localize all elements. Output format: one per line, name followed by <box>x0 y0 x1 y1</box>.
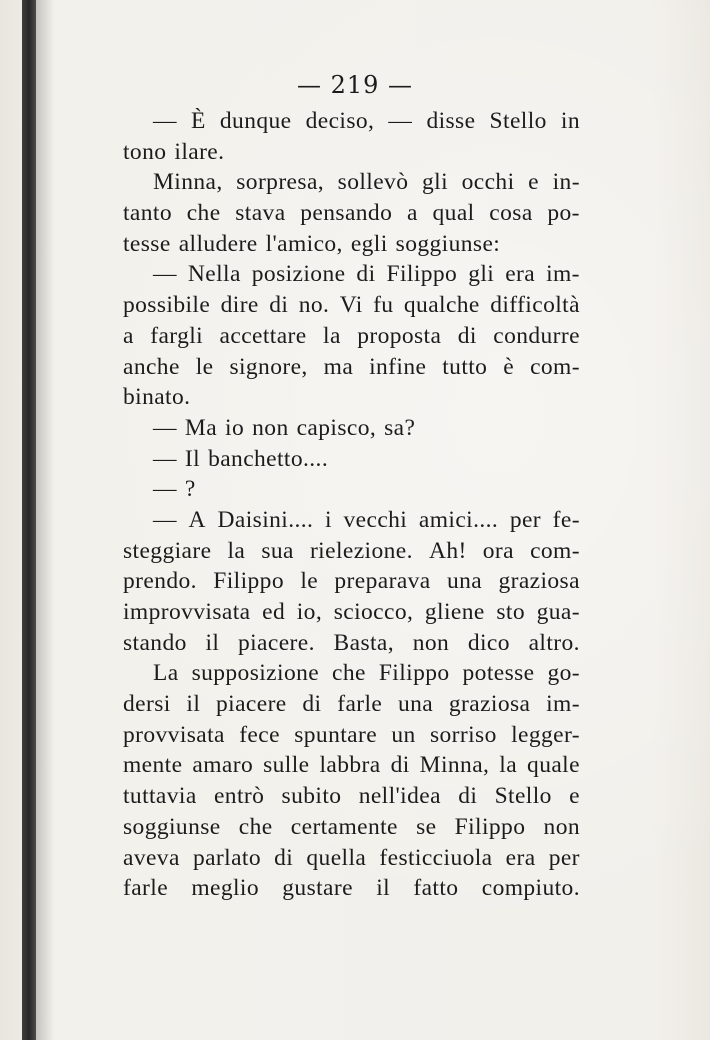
word: farle <box>123 875 169 902</box>
word: Ma <box>184 414 218 441</box>
word: meglio <box>191 875 259 902</box>
word: potesse <box>462 660 535 687</box>
word: io <box>225 414 245 441</box>
word: ed <box>262 599 286 625</box>
word: era <box>505 844 536 871</box>
word: è <box>503 353 515 380</box>
text-line <box>123 628 580 659</box>
word: in <box>560 108 580 134</box>
word: labbra <box>319 752 381 779</box>
word: capisco, <box>296 414 377 441</box>
word: pensando <box>300 200 393 227</box>
word: deciso, <box>305 108 375 134</box>
word: il <box>205 629 220 656</box>
word: anche <box>123 353 180 380</box>
word: sa? <box>384 414 416 441</box>
word: signore, <box>229 353 308 380</box>
word: com- <box>530 537 580 564</box>
word: io, <box>296 599 323 625</box>
word: Minna, <box>419 752 490 779</box>
text-line <box>123 444 580 475</box>
word: fargli <box>150 322 204 349</box>
word: gua- <box>536 599 580 625</box>
word: per <box>548 844 580 871</box>
text-line <box>123 566 580 597</box>
word: entrò <box>213 783 265 810</box>
word: e <box>569 783 580 810</box>
word: gustare <box>282 875 353 902</box>
word: quale <box>527 752 580 779</box>
word: legger- <box>511 721 580 748</box>
word: piacere. <box>237 629 315 656</box>
word: di <box>356 261 376 288</box>
word: tuttavia <box>123 783 197 810</box>
word: im- <box>546 261 580 288</box>
word: — <box>153 261 177 288</box>
text-line <box>123 167 580 198</box>
word: il <box>186 691 201 718</box>
word: la <box>323 322 341 349</box>
word: no. <box>298 292 330 319</box>
word: cosa <box>489 200 533 227</box>
word: — <box>153 506 177 533</box>
word: spuntare <box>294 721 378 748</box>
text-line <box>123 321 580 352</box>
word: sorriso <box>429 721 497 748</box>
word: in- <box>552 169 580 196</box>
word: La <box>153 660 179 687</box>
word: — <box>153 476 177 503</box>
word: stando <box>123 629 187 656</box>
word: subito <box>281 783 342 810</box>
word: È <box>191 108 206 134</box>
word: Minna, <box>153 169 223 196</box>
text-line <box>123 689 580 720</box>
word: gli <box>421 169 448 196</box>
text-line <box>123 536 580 567</box>
word: che <box>238 813 273 840</box>
word: una <box>398 691 434 718</box>
word: fatto <box>413 875 459 902</box>
word: i <box>324 506 332 533</box>
word: proposta <box>357 322 442 349</box>
word: banchetto.... <box>208 445 329 472</box>
word: non <box>252 414 289 441</box>
text-line <box>123 597 580 628</box>
word: vecchi <box>343 506 408 533</box>
word: quella <box>306 844 367 871</box>
word: Filippo <box>454 813 526 840</box>
word: com- <box>530 353 580 380</box>
word: qual <box>432 200 475 227</box>
text-line <box>123 750 580 781</box>
word: tanto <box>123 200 172 227</box>
word: di <box>457 322 477 349</box>
word: fu <box>373 292 394 319</box>
word: di <box>269 292 289 319</box>
word: binato. <box>123 384 191 411</box>
word: l'amico, <box>265 230 343 257</box>
word: amaro <box>192 752 254 779</box>
word: — <box>153 108 177 134</box>
text-line <box>123 658 580 689</box>
word: piacere <box>216 691 287 718</box>
word: certamente <box>290 813 398 840</box>
word: qualche <box>403 292 480 319</box>
word: graziosa <box>498 568 580 595</box>
word: alludere <box>178 230 258 257</box>
word: rielezione. <box>309 537 413 564</box>
text-line <box>123 781 580 812</box>
word: difficoltà <box>490 292 580 319</box>
word: gliene <box>424 599 485 625</box>
word: Daisini.... <box>217 506 314 533</box>
word: Filippo <box>213 568 284 595</box>
word: po- <box>547 200 580 227</box>
word: — <box>153 414 177 441</box>
text-line <box>123 290 580 321</box>
word: Filippo <box>378 660 450 687</box>
word: a <box>406 200 418 227</box>
text-line <box>123 843 580 874</box>
word: festicciuola <box>379 844 493 871</box>
word: un <box>391 721 416 748</box>
text-line <box>123 352 580 383</box>
word: se <box>416 813 437 840</box>
word: Filippo <box>386 261 458 288</box>
word: preparava <box>334 568 431 595</box>
word: tutto <box>442 353 488 380</box>
word: sto <box>496 599 525 625</box>
word: di <box>274 844 294 871</box>
text-line <box>123 259 580 290</box>
word: provvisata <box>123 721 225 748</box>
word: le <box>195 353 214 380</box>
word: possibile <box>123 292 211 319</box>
word: prendo. <box>123 568 197 595</box>
word: la <box>227 537 246 564</box>
word: fe- <box>552 506 580 533</box>
text-line <box>123 505 580 536</box>
word: a <box>123 322 134 349</box>
word: il <box>376 875 391 902</box>
word: go- <box>547 660 580 687</box>
word: condurre <box>493 322 580 349</box>
word: le <box>300 568 319 595</box>
text-line <box>123 382 580 413</box>
word: per <box>509 506 542 533</box>
word: Basta, <box>333 629 395 656</box>
text-line <box>123 413 580 444</box>
word: im- <box>546 691 580 718</box>
word: — <box>153 445 177 472</box>
word: sollevò <box>337 169 409 196</box>
word: compiuto. <box>481 875 580 902</box>
word: non <box>543 813 580 840</box>
word: dire <box>220 292 259 319</box>
word: soggiunse <box>123 813 221 840</box>
word: A <box>188 506 206 533</box>
text-line <box>123 474 580 505</box>
word: una <box>446 568 483 595</box>
page-number: — 219 — <box>296 71 414 99</box>
word: disse <box>426 108 476 134</box>
word: altro. <box>528 629 580 656</box>
word: ? <box>184 476 196 503</box>
word: Nella <box>187 261 241 288</box>
word: fece <box>239 721 280 748</box>
text-line <box>123 873 580 904</box>
word: tono <box>123 138 167 165</box>
word: dico <box>467 629 510 656</box>
word: ilare. <box>174 138 225 165</box>
text-line <box>123 106 580 137</box>
text-line <box>123 812 580 843</box>
text-line <box>123 229 580 260</box>
word: farle <box>337 691 383 718</box>
word: accettare <box>219 322 307 349</box>
book-spine <box>22 0 36 1040</box>
word: aveva <box>123 844 180 871</box>
word: sulle <box>263 752 310 779</box>
word: ma <box>323 353 354 380</box>
word: Ah! <box>428 537 467 564</box>
word: infine <box>369 353 427 380</box>
word: — <box>388 108 413 134</box>
word: era <box>505 261 536 288</box>
word: gli <box>468 261 495 288</box>
word: Stello <box>489 108 547 134</box>
text-line <box>123 198 580 229</box>
text-line <box>123 137 580 168</box>
word: graziosa <box>448 691 531 718</box>
word: Il <box>184 445 201 472</box>
word: di <box>302 691 322 718</box>
word: amici.... <box>418 506 499 533</box>
word: egli <box>350 230 388 257</box>
word: che <box>332 660 366 687</box>
word: sorpresa, <box>236 169 325 196</box>
word: e <box>528 169 539 196</box>
word: occhi <box>461 169 515 196</box>
word: tesse <box>123 230 171 257</box>
word: ora <box>482 537 514 564</box>
word: improvvisata <box>123 599 251 625</box>
word: mente <box>123 752 183 779</box>
word: che <box>186 200 221 227</box>
word: Vi <box>339 292 363 319</box>
body-text <box>123 106 580 904</box>
gutter-shadow <box>36 0 54 1040</box>
word: nell'idea <box>358 783 441 810</box>
word: sciocco, <box>333 599 414 625</box>
word: dersi <box>123 691 171 718</box>
word: parlato <box>192 844 261 871</box>
word: supposizione <box>191 660 320 687</box>
word: Stello <box>494 783 552 810</box>
text-line <box>123 720 580 751</box>
word: la <box>499 752 518 779</box>
word: non <box>412 629 450 656</box>
word: posizione <box>251 261 346 288</box>
word: dunque <box>219 108 292 134</box>
word: steggiare <box>123 537 212 564</box>
word: di <box>390 752 410 779</box>
word: di <box>458 783 478 810</box>
word: soggiunse: <box>395 230 501 257</box>
word: sua <box>261 537 294 564</box>
word: stava <box>235 200 286 227</box>
